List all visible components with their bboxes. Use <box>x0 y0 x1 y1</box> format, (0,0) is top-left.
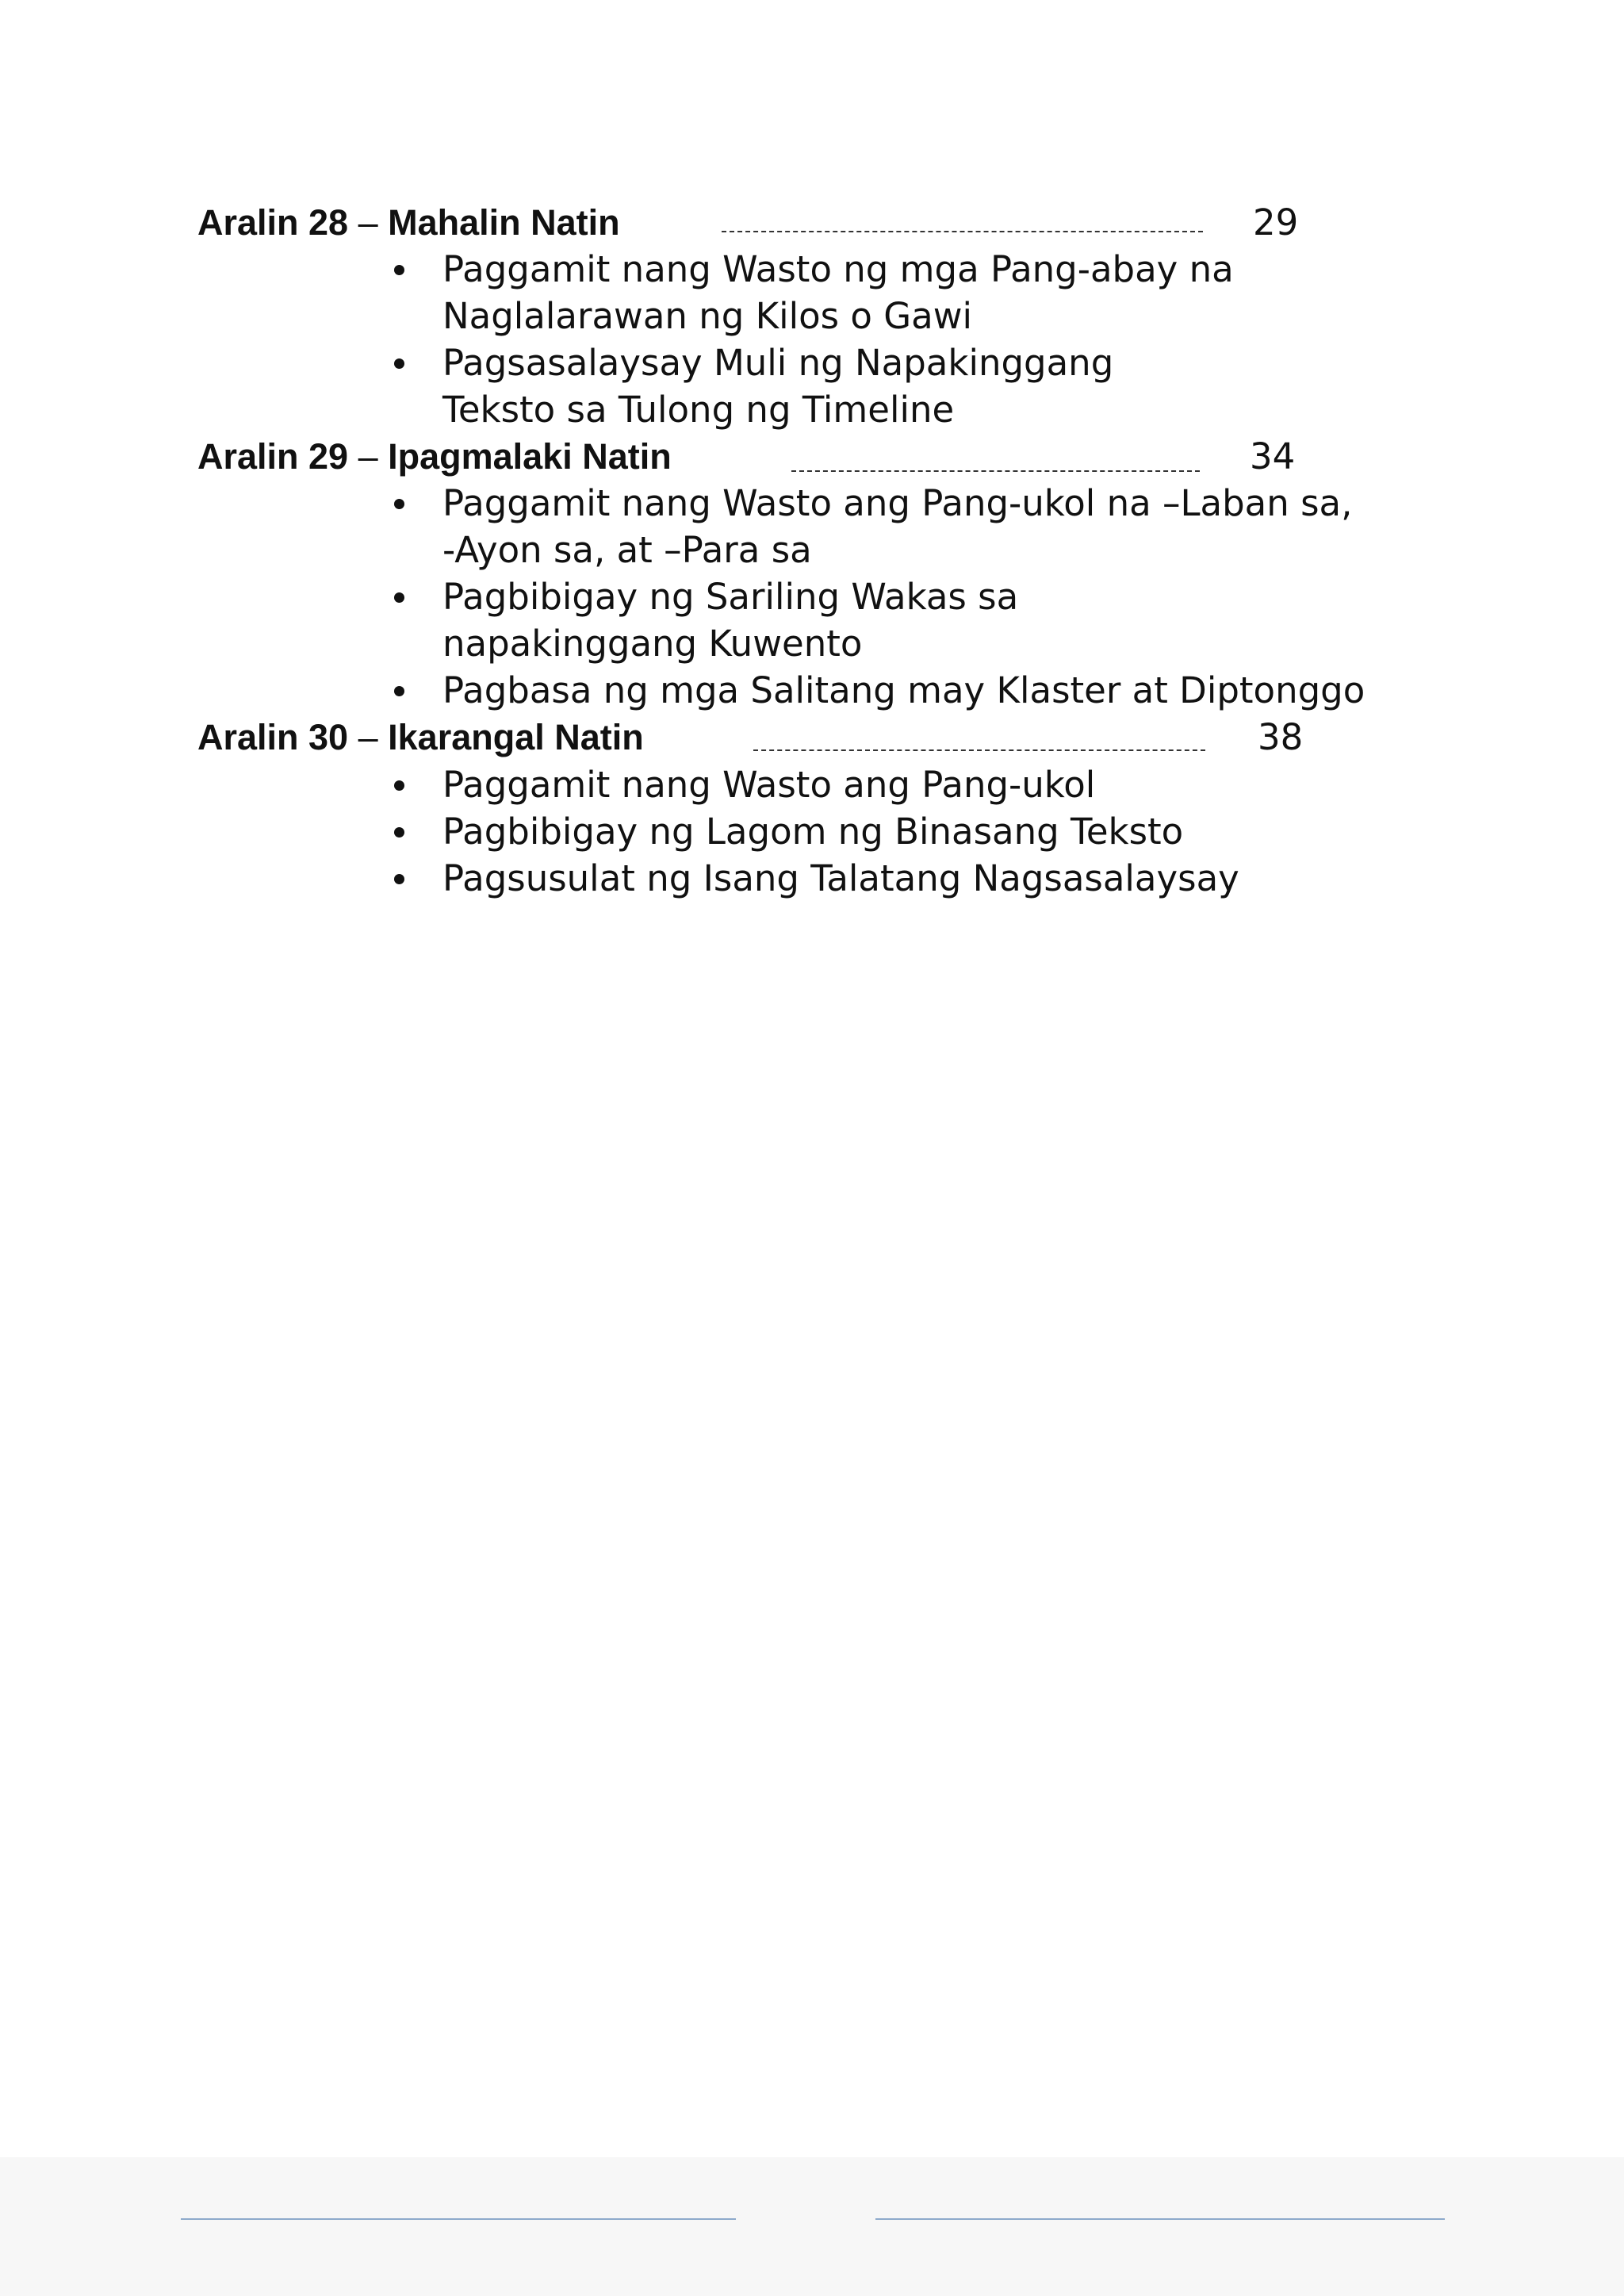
topic-list <box>0 480 1553 714</box>
lesson-title: Mahalin Natin <box>388 202 620 243</box>
lesson-title: Ikarangal Natin <box>388 717 644 757</box>
bullet-icon <box>394 780 404 791</box>
topic-item <box>0 480 1553 573</box>
lesson-heading <box>197 433 672 480</box>
topic-item <box>0 246 1553 339</box>
bullet-icon <box>394 265 404 275</box>
heading-separator: – <box>348 202 389 243</box>
topic-text: Paggamit nang Wasto ang Pang-ukol na –Laban sa, -Ayon sa, at –Para sa <box>442 482 1353 571</box>
topic-text: Pagsusulat ng Isang Talatang Nagsasalaysay <box>442 857 1239 899</box>
footer-rule-right <box>875 2218 1445 2220</box>
page-number: 29 <box>1253 201 1299 243</box>
topic-text: Pagbasa ng mga Salitang may Klaster at Diptonggo <box>442 669 1365 711</box>
page-number: 38 <box>1258 716 1304 758</box>
bullet-icon <box>394 827 404 838</box>
topic-item <box>0 339 1553 433</box>
bullet-icon <box>394 592 404 603</box>
dot-leader <box>791 470 1200 472</box>
topic-item <box>0 855 1553 902</box>
topic-text: Pagsasalaysay Muli ng Napakinggang Teksto sa Tulong ng Timeline <box>442 342 1114 431</box>
lesson-title: Ipagmalaki Natin <box>388 436 672 477</box>
topic-item <box>0 761 1553 808</box>
page-bottom-shade <box>0 2157 1624 2296</box>
lesson-heading <box>197 714 644 761</box>
topic-text: Paggamit nang Wasto ng mga Pang-abay na Naglalarawan ng Kilos o Gawi <box>442 248 1234 337</box>
heading-separator: – <box>348 436 389 477</box>
lesson-number: Aralin 30 <box>197 717 349 757</box>
topic-item <box>0 667 1553 714</box>
topic-list <box>0 761 1553 902</box>
heading-separator: – <box>348 717 389 757</box>
dot-leader <box>753 749 1205 751</box>
bullet-icon <box>394 686 404 696</box>
bullet-icon <box>394 874 404 884</box>
lesson-number: Aralin 29 <box>197 436 349 477</box>
topic-text: Pagbibigay ng Sariling Wakas sa napakinggang Kuwento <box>442 576 1019 665</box>
bullet-icon <box>394 358 404 369</box>
lesson-number: Aralin 28 <box>197 202 349 243</box>
topic-text: Pagbibigay ng Lagom ng Binasang Teksto <box>442 811 1184 853</box>
lesson-heading <box>197 199 620 246</box>
bullet-icon <box>394 499 404 509</box>
topic-item <box>0 808 1553 855</box>
dot-leader <box>722 231 1203 232</box>
topic-item <box>0 573 1553 667</box>
page-number: 34 <box>1250 435 1296 477</box>
footer-rule-left <box>181 2218 736 2220</box>
topic-text: Paggamit nang Wasto ang Pang-ukol <box>442 764 1096 806</box>
topic-list <box>0 246 1553 433</box>
